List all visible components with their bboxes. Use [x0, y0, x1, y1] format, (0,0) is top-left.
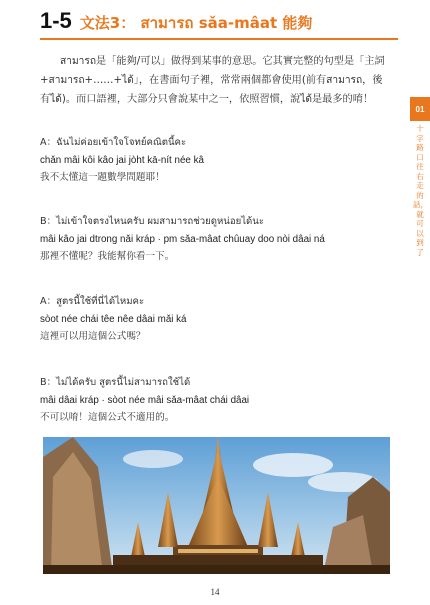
temple-illustration — [43, 437, 390, 574]
chapter-side-caption: 十字路口往右走的話，就可以到了 — [413, 124, 428, 257]
dialogue-2 — [40, 213, 400, 266]
dialogue-romanization: mâi dâai kráp · sòot née mâi sǎa-mâat chái dâai — [40, 394, 250, 406]
dialogue-thai: B：ไม่ได้ครับ สูตรนี้ไม่สามารถใช้ได้ — [40, 377, 191, 388]
dialogue-1 — [40, 134, 400, 187]
chapter-tab: 01 — [410, 97, 430, 121]
intro-paragraph: สามารถ是「能夠/可以」做得到某事的意思。它其實完整的句型是「主詞+สามารถ+……+ได้」，在書面句子裡，常常兩個都會使用(前有สามารถ，後有ได้)。而口語裡，大部分只會說某中之一，依照習慣，說ได้是最多的唷！ — [40, 56, 385, 105]
dialogue-thai: A：ฉันไม่ค่อยเข้าใจโจทย์คณิตนี้คะ — [40, 137, 187, 148]
header-divider — [40, 38, 398, 40]
dialogue-thai: A：สูตรนี้ใช้ที่นี่ได้ไหมคะ — [40, 296, 145, 307]
dialogue-chinese: 不可以唷！這個公式不適用的。 — [40, 412, 175, 423]
dialogue-4 — [40, 374, 400, 427]
page-number: 14 — [210, 587, 220, 597]
lesson-title: 文法3： สามารถ sǎa-mâat 能夠 — [79, 14, 313, 32]
dialogue-chinese: 這裡可以用這個公式嗎？ — [40, 331, 146, 342]
dialogue-chinese: 我不太懂這一題數學問題耶！ — [40, 172, 165, 183]
lesson-number: 1-5 — [40, 8, 72, 33]
dialogue-3 — [40, 293, 400, 346]
dialogue-romanization: mâi kâo jai dtrong nǎi kráp · pm sǎa-mâat chûuay doo nòi dâai ná — [40, 233, 325, 245]
dialogue-chinese: 那裡不懂呢？我能幫你看一下。 — [40, 251, 175, 262]
dialogue-romanization: sòot née chái têe nêe dâai mǎi ká — [40, 313, 187, 325]
page-header — [40, 8, 398, 38]
dialogue-thai: B：ไม่เข้าใจตรงไหนครับ ผมสามารถช่วยดูหน่อยได้นะ — [40, 216, 264, 227]
dialogue-romanization: chǎn mâi kôi kâo jai jòht kā-nít née kâ — [40, 154, 204, 166]
